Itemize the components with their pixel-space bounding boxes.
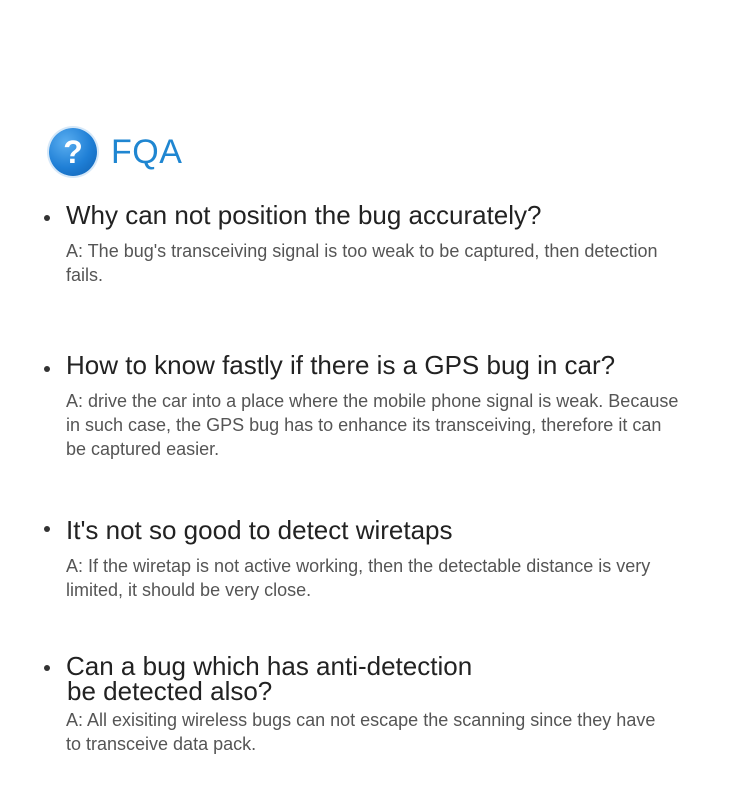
faq-question: Can a bug which has anti-detection [66,651,473,681]
faq-question: It's not so good to detect wiretaps [66,515,453,545]
bullet-icon [44,665,50,671]
faq-answer: A: All exisiting wireless bugs can not escape the scanning since they have to transceive data pack. [66,710,656,754]
faq-answer: A: If the wiretap is not active working, then the detectable distance is very limited, it should be very close. [66,556,651,600]
page-title: FQA [111,132,183,171]
faq-question: How to know fastly if there is a GPS bug in car? [66,350,616,380]
faq-answer: A: The bug's transceiving signal is too weak to be captured, then detection fails. [66,241,658,285]
bullet-icon [44,215,50,221]
bullet-icon [44,366,50,372]
question-mark-icon [49,128,97,176]
faq-question: Why can not position the bug accurately? [66,200,542,230]
faq-header [49,127,182,177]
bullet-icon [44,526,50,532]
faq-question: be detected also? [67,676,273,706]
svg-text:?: ? [63,135,83,169]
faq-answer: A: drive the car into a place where the mobile phone signal is weak. Because in such case, the GPS bug has to enhance its transceiving, therefore it can be captured easier. [66,391,679,459]
